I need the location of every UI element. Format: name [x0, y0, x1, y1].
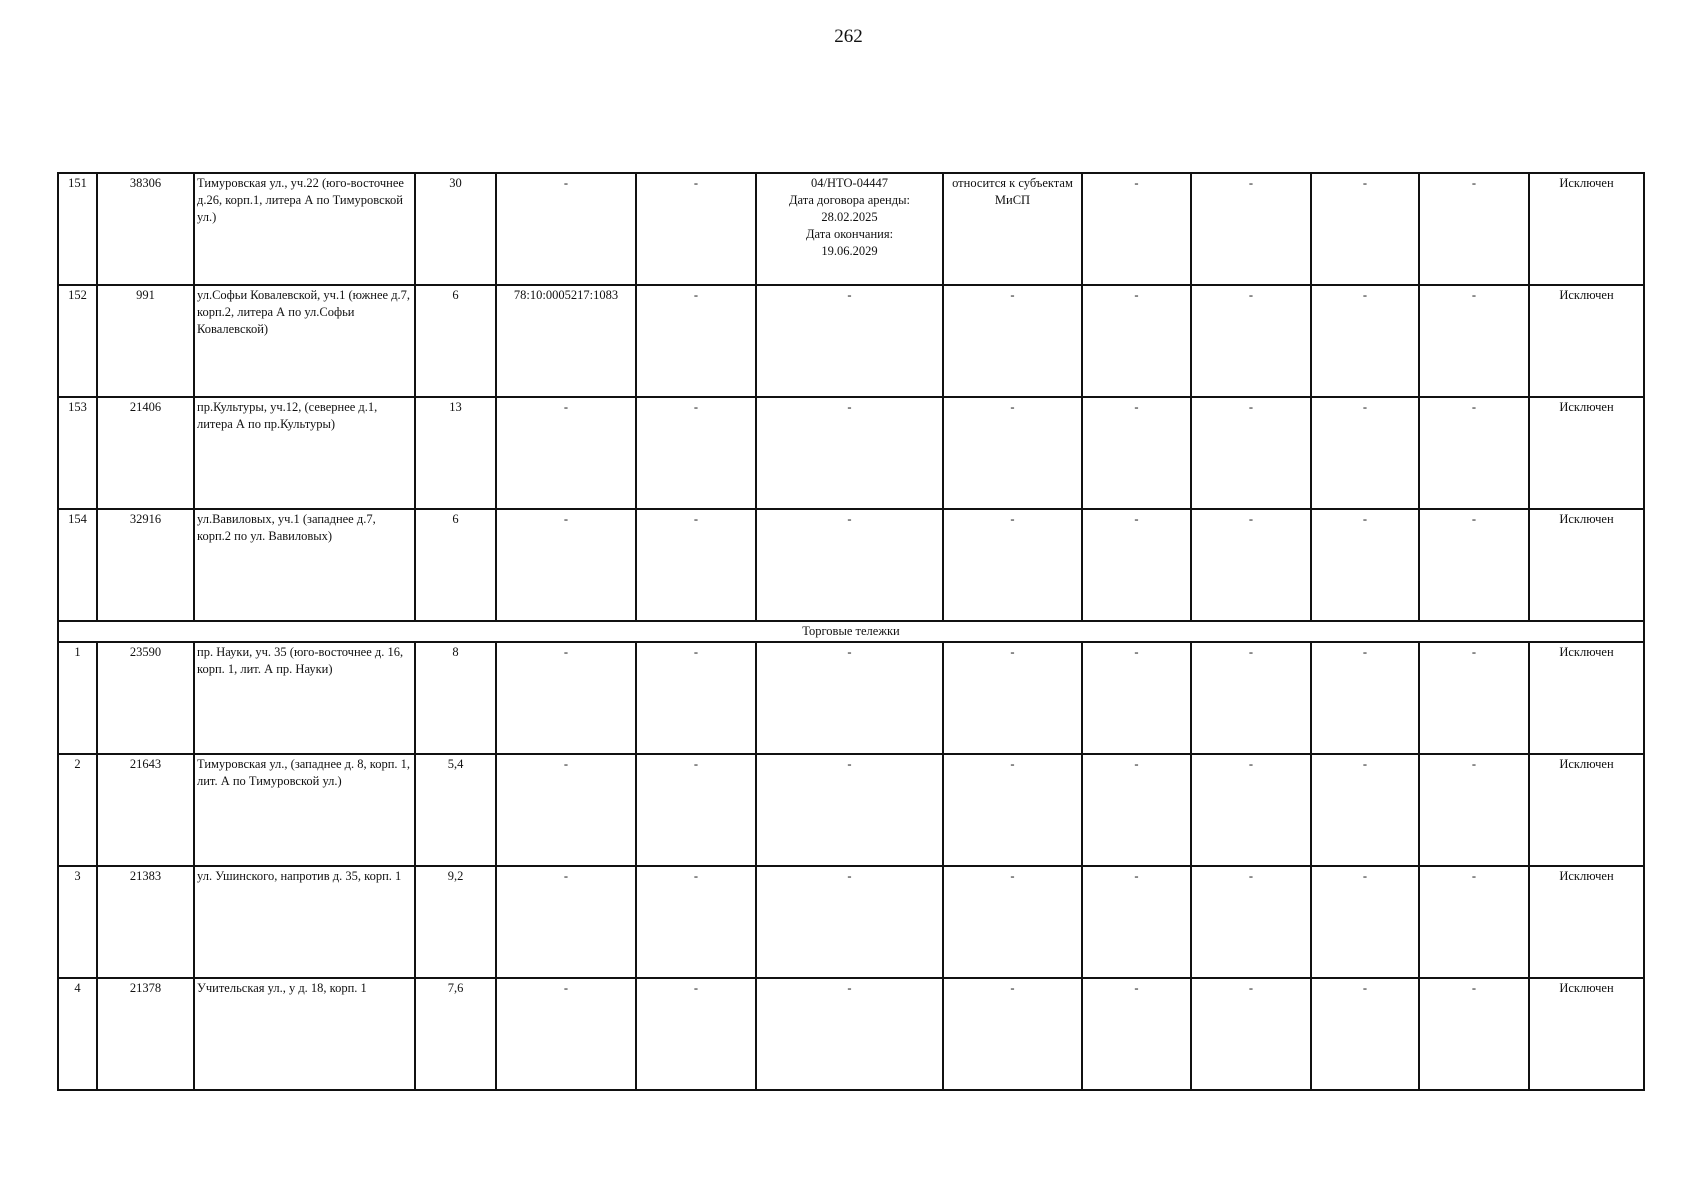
cell-cadastral-number: - — [496, 754, 636, 866]
cell-contract-info: - — [756, 866, 943, 978]
cell-column-9: - — [1082, 397, 1191, 509]
cell-column-12: - — [1419, 642, 1529, 754]
cell-msp-status: - — [943, 642, 1082, 754]
cell-column-12: - — [1419, 285, 1529, 397]
table-row — [58, 509, 1644, 621]
table-row — [58, 397, 1644, 509]
cell-status: Исключен — [1529, 866, 1644, 978]
cell-area: 6 — [415, 509, 496, 621]
cell-contract-info: - — [756, 978, 943, 1090]
cell-status: Исключен — [1529, 509, 1644, 621]
cell-column-6: - — [636, 509, 756, 621]
cell-row-number: 1 — [58, 642, 97, 754]
cell-contract-info: - — [756, 509, 943, 621]
section-title: Торговые тележки — [58, 621, 1644, 642]
cell-column-9: - — [1082, 285, 1191, 397]
section-title-body — [58, 621, 1644, 642]
section-2-body — [58, 642, 1644, 1090]
cell-column-9: - — [1082, 642, 1191, 754]
table-row — [58, 642, 1644, 754]
cell-column-10: - — [1191, 642, 1311, 754]
cell-row-number: 152 — [58, 285, 97, 397]
section-header-row — [58, 621, 1644, 642]
cell-address: Тимуровская ул., (западнее д. 8, корп. 1, лит. А по Тимуровской ул.) — [194, 754, 415, 866]
cell-column-10: - — [1191, 285, 1311, 397]
cell-contract-info: - — [756, 642, 943, 754]
cell-column-12: - — [1419, 173, 1529, 285]
table-row — [58, 866, 1644, 978]
cell-area: 30 — [415, 173, 496, 285]
cell-contract-info: - — [756, 285, 943, 397]
cell-address: ул.Вавиловых, уч.1 (западнее д.7, корп.2 по ул. Вавиловых) — [194, 509, 415, 621]
cell-cadastral-number: - — [496, 509, 636, 621]
cell-cadastral-number: 78:10:0005217:1083 — [496, 285, 636, 397]
cell-status: Исключен — [1529, 173, 1644, 285]
cell-column-10: - — [1191, 397, 1311, 509]
cell-status: Исключен — [1529, 754, 1644, 866]
table-row — [58, 978, 1644, 1090]
cell-column-9: - — [1082, 754, 1191, 866]
cell-column-11: - — [1311, 866, 1419, 978]
cell-object-id: 21378 — [97, 978, 194, 1090]
cell-column-9: - — [1082, 866, 1191, 978]
cell-object-id: 38306 — [97, 173, 194, 285]
cell-address: Учительская ул., у д. 18, корп. 1 — [194, 978, 415, 1090]
section-1-body — [58, 173, 1644, 621]
cell-object-id: 23590 — [97, 642, 194, 754]
registry-table — [57, 172, 1645, 1091]
cell-column-10: - — [1191, 509, 1311, 621]
cell-msp-status: - — [943, 509, 1082, 621]
cell-column-6: - — [636, 642, 756, 754]
cell-cadastral-number: - — [496, 397, 636, 509]
cell-object-id: 21406 — [97, 397, 194, 509]
cell-column-12: - — [1419, 978, 1529, 1090]
cell-column-9: - — [1082, 509, 1191, 621]
cell-address: ул.Софьи Ковалевской, уч.1 (южнее д.7, корп.2, литера А по ул.Софьи Ковалевской) — [194, 285, 415, 397]
cell-status: Исключен — [1529, 285, 1644, 397]
cell-column-10: - — [1191, 866, 1311, 978]
cell-contract-info: - — [756, 754, 943, 866]
cell-column-6: - — [636, 173, 756, 285]
cell-cadastral-number: - — [496, 866, 636, 978]
cell-msp-status: - — [943, 754, 1082, 866]
cell-row-number: 153 — [58, 397, 97, 509]
cell-area: 8 — [415, 642, 496, 754]
cell-column-11: - — [1311, 173, 1419, 285]
cell-column-11: - — [1311, 754, 1419, 866]
cell-column-12: - — [1419, 509, 1529, 621]
cell-row-number: 4 — [58, 978, 97, 1090]
cell-address: пр.Культуры, уч.12, (севернее д.1, литера А по пр.Культуры) — [194, 397, 415, 509]
cell-column-11: - — [1311, 978, 1419, 1090]
cell-column-6: - — [636, 285, 756, 397]
cell-msp-status: - — [943, 397, 1082, 509]
cell-msp-status: относится к субъектам МиСП — [943, 173, 1082, 285]
table-row — [58, 285, 1644, 397]
cell-column-9: - — [1082, 173, 1191, 285]
cell-column-10: - — [1191, 173, 1311, 285]
cell-column-6: - — [636, 397, 756, 509]
cell-address: ул. Ушинского, напротив д. 35, корп. 1 — [194, 866, 415, 978]
cell-address: пр. Науки, уч. 35 (юго-восточнее д. 16, корп. 1, лит. А пр. Науки) — [194, 642, 415, 754]
cell-object-id: 21383 — [97, 866, 194, 978]
cell-column-12: - — [1419, 866, 1529, 978]
table-row — [58, 754, 1644, 866]
cell-column-6: - — [636, 754, 756, 866]
cell-cadastral-number: - — [496, 978, 636, 1090]
cell-area: 6 — [415, 285, 496, 397]
cell-object-id: 32916 — [97, 509, 194, 621]
cell-row-number: 2 — [58, 754, 97, 866]
cell-column-6: - — [636, 866, 756, 978]
cell-cadastral-number: - — [496, 173, 636, 285]
cell-status: Исключен — [1529, 642, 1644, 754]
cell-msp-status: - — [943, 285, 1082, 397]
cell-area: 9,2 — [415, 866, 496, 978]
cell-object-id: 991 — [97, 285, 194, 397]
cell-address: Тимуровская ул., уч.22 (юго-восточнее д.26, корп.1, литера А по Тимуровской ул.) — [194, 173, 415, 285]
cell-object-id: 21643 — [97, 754, 194, 866]
cell-column-11: - — [1311, 642, 1419, 754]
cell-cadastral-number: - — [496, 642, 636, 754]
cell-area: 13 — [415, 397, 496, 509]
cell-status: Исключен — [1529, 397, 1644, 509]
cell-column-11: - — [1311, 285, 1419, 397]
table-row — [58, 173, 1644, 285]
cell-column-9: - — [1082, 978, 1191, 1090]
page-number: 262 — [834, 26, 863, 47]
cell-row-number: 154 — [58, 509, 97, 621]
cell-area: 7,6 — [415, 978, 496, 1090]
cell-row-number: 3 — [58, 866, 97, 978]
cell-msp-status: - — [943, 978, 1082, 1090]
cell-column-11: - — [1311, 397, 1419, 509]
cell-status: Исключен — [1529, 978, 1644, 1090]
cell-column-12: - — [1419, 754, 1529, 866]
cell-msp-status: - — [943, 866, 1082, 978]
cell-column-6: - — [636, 978, 756, 1090]
cell-column-10: - — [1191, 978, 1311, 1090]
cell-column-12: - — [1419, 397, 1529, 509]
cell-column-10: - — [1191, 754, 1311, 866]
cell-area: 5,4 — [415, 754, 496, 866]
cell-contract-info: - — [756, 397, 943, 509]
cell-contract-info: 04/НТО-04447 Дата договора аренды: 28.02.2025 Дата окончания: 19.06.2029 — [756, 173, 943, 285]
cell-column-11: - — [1311, 509, 1419, 621]
cell-row-number: 151 — [58, 173, 97, 285]
